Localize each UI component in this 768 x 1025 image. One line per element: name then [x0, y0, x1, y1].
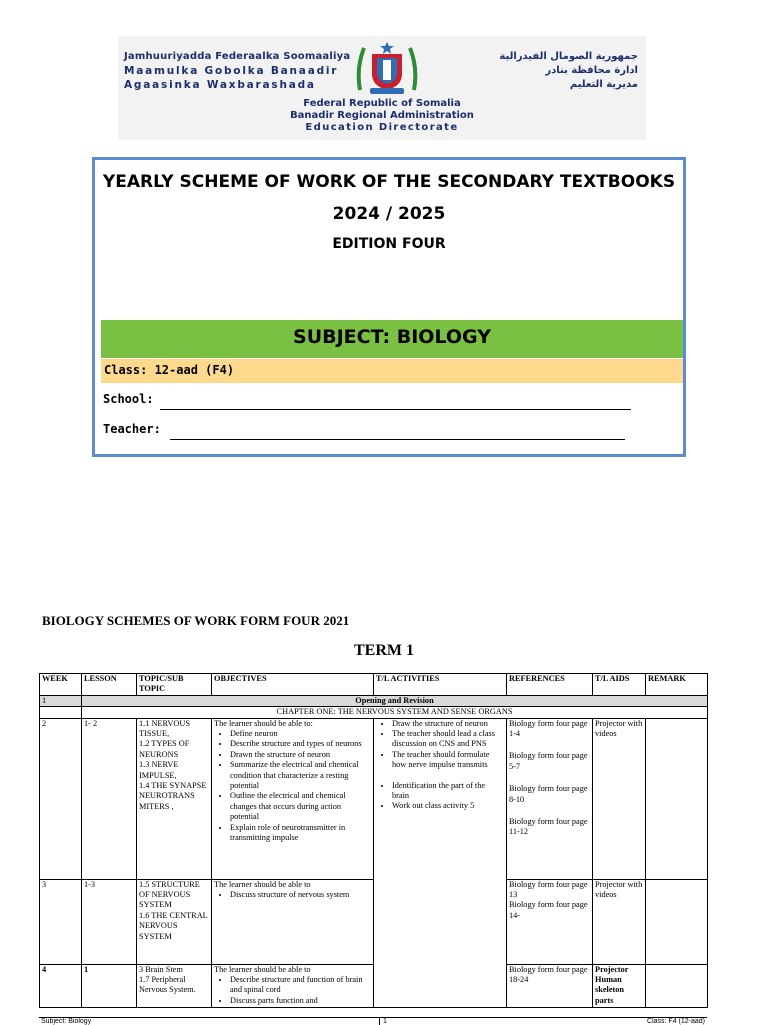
topic-line: 3 Brain Stem — [139, 964, 183, 974]
school-label: School: — [103, 392, 154, 406]
topic-line: 1.3 NERVE IMPULSE, — [139, 760, 179, 780]
objectives-intro: The learner should be able to: — [214, 718, 313, 728]
remark-cell — [646, 964, 708, 1007]
topic-cell — [137, 964, 212, 1007]
aids-cell: Projector with videos — [593, 718, 646, 879]
topic-line: 1.7 Peripheral Nervous System. — [139, 975, 196, 995]
column-header: REMARK — [646, 674, 708, 696]
objectives-cell — [212, 879, 374, 964]
letterhead-somali-line: Maamulka Gobolka Banaadir — [124, 65, 339, 77]
letterhead-somali-line: Jamhuuriyadda Federaalka Soomaaliya — [124, 51, 351, 62]
lesson-cell: 1- 2 — [82, 718, 137, 879]
column-header: OBJECTIVES — [212, 674, 374, 696]
references-cell — [507, 964, 593, 1007]
letterhead-somali — [124, 50, 364, 92]
letterhead-english-line: Federal Republic of Somalia — [303, 98, 461, 109]
references-cell — [507, 718, 593, 879]
letterhead-arabic-line: مديرية التعليم — [569, 79, 638, 90]
objective-item: • Outline the electrical and chemical changes that occurs during action potential — [230, 791, 371, 822]
references-cell — [507, 879, 593, 964]
lesson-cell: 1-3 — [82, 879, 137, 964]
column-header: WEEK — [40, 674, 82, 696]
reference-line: Biology form four page 11-12 — [509, 817, 588, 837]
week-cell — [40, 707, 82, 718]
objective-item: • Describe structure and function of brain and spinal cord — [230, 975, 371, 996]
objective-item: • Discuss structure of nervous system — [230, 890, 371, 900]
objectives-cell — [212, 718, 374, 879]
chapter-row — [40, 707, 708, 718]
chapter-cell: CHAPTER ONE: THE NERVOUS SYSTEM AND SENSE ORGANS — [82, 707, 708, 718]
week-cell: 3 — [40, 879, 82, 964]
letterhead-english — [268, 98, 496, 134]
footer-class: Class: F4 (12-aad) — [647, 1018, 705, 1025]
footer-subject: Subject: Biology — [41, 1018, 92, 1025]
opening-cell: Opening and Revision — [82, 695, 708, 706]
objectives-intro: The learner should be able to — [214, 964, 311, 974]
week-cell: 2 — [40, 718, 82, 879]
activity-item: • Identification the part of the brain — [392, 781, 504, 802]
activity-item: • The teacher should lead a class discussion on CNS and PNS — [392, 729, 504, 750]
topic-cell — [137, 718, 212, 879]
objective-item: • Define neuron — [230, 729, 371, 739]
reference-line: Biology form four page 13 — [509, 879, 588, 900]
term-heading: TERM 1 — [354, 642, 414, 659]
reference-line: Biology form four page 8-10 — [509, 784, 588, 804]
table-header-row — [40, 674, 708, 696]
letterhead-arabic-line: ادارة محافظة بنادر — [545, 65, 638, 76]
topic-line: 1.2 TYPES OF NEURONS — [139, 739, 190, 759]
column-header: LESSON — [82, 674, 137, 696]
somalia-crest-icon — [354, 40, 420, 98]
school-field[interactable] — [103, 392, 154, 412]
table-row — [40, 718, 708, 879]
activities-cell — [374, 718, 507, 1007]
document-heading: BIOLOGY SCHEMES OF WORK FORM FOUR 2021 — [42, 613, 350, 628]
letterhead-arabic — [438, 50, 638, 92]
objective-item: • Drawn the structure of neuron — [230, 750, 371, 760]
teacher-blank-line[interactable] — [170, 439, 625, 440]
footer-page-number: 1 — [379, 1018, 387, 1025]
class-banner: Class: 12-aad (F4) — [101, 359, 683, 383]
reference-line: Biology form four page 14- — [509, 900, 588, 920]
letterhead-english-line: Education Directorate — [305, 122, 459, 133]
teacher-field[interactable] — [103, 422, 161, 442]
scheme-of-work-table — [39, 673, 708, 1008]
activity-item: • Work out class activity 5 — [392, 801, 504, 811]
objectives-intro: The learner should be able to — [214, 879, 311, 889]
topic-line: 1.6 THE CENTRAL NERVOUS SYSTEM — [139, 910, 208, 941]
cover-edition: EDITION FOUR — [332, 236, 446, 252]
column-header: T/L ACTIVITIES — [374, 674, 507, 696]
aids-cell: Projector with videos — [593, 879, 646, 964]
opening-row — [40, 695, 708, 706]
objective-item: • Explain role of neurotransmitter in transmitting impulse — [230, 823, 371, 844]
objective-item: • Describe structure and types of neurons — [230, 739, 371, 749]
topic-line: 1.5 STRUCTURE OF NERVOUS SYSTEM — [139, 879, 200, 910]
school-blank-line[interactable] — [160, 409, 631, 410]
activity-item: • Draw the structure of neuron — [392, 719, 504, 729]
lesson-cell: 1 — [82, 964, 137, 1007]
cover-title: YEARLY SCHEME OF WORK OF THE SECONDARY TEXTBOOKS — [102, 172, 676, 192]
column-header: REFERENCES — [507, 674, 593, 696]
remark-cell — [646, 718, 708, 879]
topic-line: 1.4 THE SYNAPSE NEUROTRANS MITERS , — [139, 781, 207, 811]
letterhead — [118, 36, 646, 140]
aids-cell: Projector Human skeleton parts — [593, 964, 646, 1007]
cover-box — [92, 157, 686, 457]
remark-cell — [646, 879, 708, 964]
week-cell: 1 — [40, 695, 82, 706]
objective-item: • Discuss parts function and — [230, 996, 371, 1006]
reference-line: Biology form four page 5-7 — [509, 751, 588, 771]
column-header: T/L AIDS — [593, 674, 646, 696]
letterhead-somali-line: Agaasinka Waxbarashada — [124, 79, 316, 91]
objective-item: • Summarize the electrical and chemical condition that characterize a resting potential — [230, 760, 371, 791]
column-header: TOPIC/SUB TOPIC — [137, 674, 212, 696]
letterhead-arabic-line: جمهورية الصومال الفيدرالية — [499, 51, 638, 62]
letterhead-english-line: Banadir Regional Administration — [290, 110, 474, 121]
cover-year: 2024 / 2025 — [332, 204, 446, 224]
week-cell: 4 — [40, 964, 82, 1007]
topic-cell — [137, 879, 212, 964]
teacher-label: Teacher: — [103, 422, 161, 436]
activity-item: • The teacher should formulate how nerve impulse transmits — [392, 750, 504, 771]
reference-line: Biology form four page 18-24 — [509, 964, 588, 985]
reference-line: Biology form four page 1-4 — [509, 718, 588, 739]
subject-banner: SUBJECT: BIOLOGY — [101, 320, 683, 358]
topic-line: 1.1 NERVOUS TISSUE, — [139, 718, 190, 739]
objectives-cell — [212, 964, 374, 1007]
